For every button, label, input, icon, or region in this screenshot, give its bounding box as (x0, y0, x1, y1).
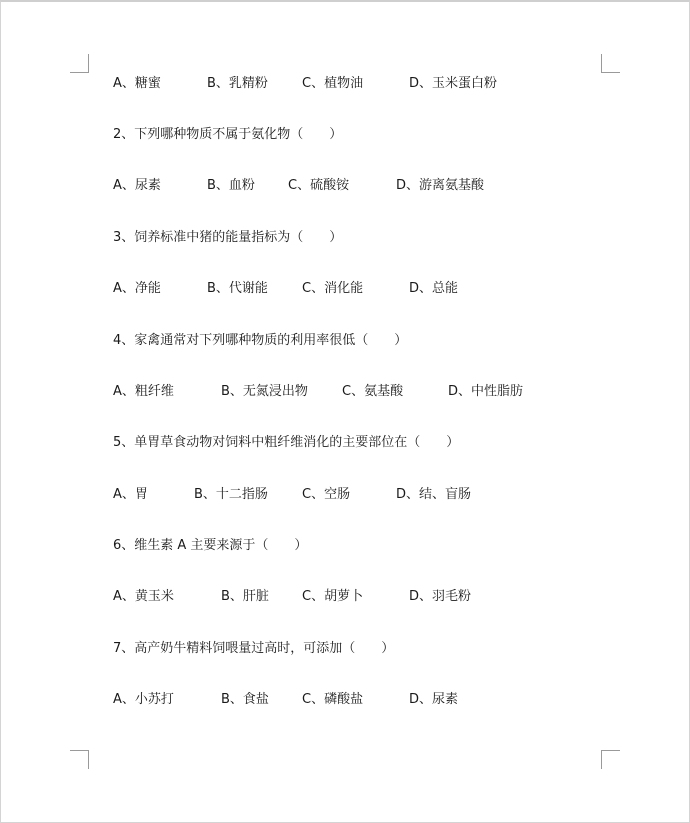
option-a: A、糖蜜 (113, 76, 161, 91)
crop-mark-bottom-left (70, 750, 89, 769)
crop-mark-bottom-right (601, 750, 620, 769)
option-c: C、硫酸铵 (288, 178, 350, 193)
option-c: C、磷酸盐 (302, 692, 364, 707)
question-text: 4、家禽通常对下列哪种物质的利用率很低（ ） (113, 333, 408, 348)
question-text: 6、维生素 A 主要来源于（ ） (113, 538, 308, 553)
option-d: D、中性脂肪 (448, 384, 524, 399)
crop-mark-top-left (70, 54, 89, 73)
option-b: B、十二指肠 (194, 487, 268, 502)
option-row-q7 (0, 690, 690, 710)
option-c: C、胡萝卜 (302, 589, 364, 604)
option-row-q6 (0, 587, 690, 607)
option-row-q2 (0, 176, 690, 196)
option-c: C、消化能 (302, 281, 364, 296)
question-3 (0, 228, 690, 248)
option-b: B、肝脏 (221, 589, 269, 604)
option-c: C、植物油 (302, 76, 364, 91)
question-text: 5、单胃草食动物对饲料中粗纤维消化的主要部位在（ ） (113, 435, 460, 450)
option-a: A、尿素 (113, 178, 161, 193)
option-d: D、羽毛粉 (409, 589, 472, 604)
option-d: D、尿素 (409, 692, 459, 707)
option-row-q4 (0, 382, 690, 402)
option-a: A、粗纤维 (113, 384, 174, 399)
option-a: A、净能 (113, 281, 161, 296)
option-d: D、总能 (409, 281, 459, 296)
crop-mark-top-right (601, 54, 620, 73)
question-2 (0, 125, 690, 145)
option-b: B、食盐 (221, 692, 269, 707)
option-row-q5 (0, 485, 690, 505)
question-text: 2、下列哪种物质不属于氨化物（ ） (113, 127, 343, 142)
option-row-q3 (0, 279, 690, 299)
option-a: A、黄玉米 (113, 589, 174, 604)
option-c: C、空肠 (302, 487, 351, 502)
option-d: D、玉米蛋白粉 (409, 76, 498, 91)
question-7 (0, 639, 690, 659)
option-a: A、胃 (113, 487, 148, 502)
option-d: D、游离氨基酸 (396, 178, 485, 193)
option-c: C、氨基酸 (342, 384, 404, 399)
option-b: B、无氮浸出物 (221, 384, 308, 399)
option-d: D、结、盲肠 (396, 487, 472, 502)
question-4 (0, 331, 690, 351)
option-b: B、乳精粉 (207, 76, 268, 91)
option-b: B、代谢能 (207, 281, 268, 296)
option-row-q1 (0, 74, 690, 94)
question-text: 7、高产奶牛精料饲喂量过高时，可添加（ ） (113, 641, 395, 656)
question-6 (0, 536, 690, 556)
option-a: A、小苏打 (113, 692, 174, 707)
question-text: 3、饲养标准中猪的能量指标为（ ） (113, 230, 343, 245)
option-b: B、血粉 (207, 178, 255, 193)
question-5 (0, 433, 690, 453)
